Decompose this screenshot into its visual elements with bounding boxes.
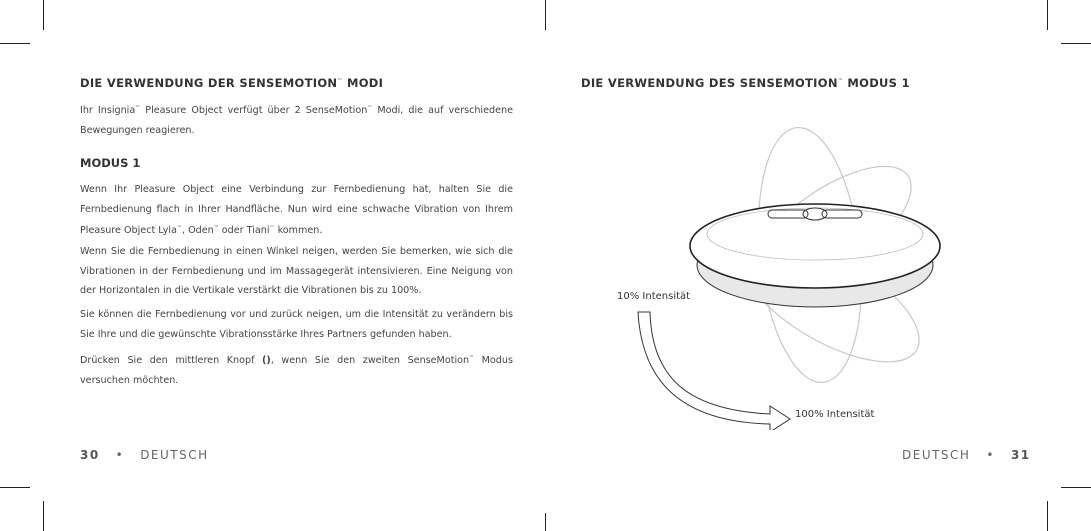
- intensity-arrow: [638, 312, 790, 430]
- paragraph-connect: Wenn Ihr Pleasure Object eine Verbindung zur Fernbedienung hat, halten Sie die Fernbedienung flach in Ihrer Handfläche. Nun wird eine schwache Vibration von Ihrem Pleasure Object Lyla™, Oden™ oder Tiani™ kommen.: [80, 184, 513, 237]
- crop-mark: [1061, 43, 1091, 44]
- crop-mark: [1047, 501, 1048, 531]
- paragraph-adjust: Sie können die Fernbedienung vor und zurück neigen, um die Intensität zu verändern bis Sie Ihre und die gewünschte Vibrationsstärke Ihres Partners gefunden haben.: [80, 309, 513, 340]
- footer-right: DEUTSCH • 31: [902, 448, 1031, 462]
- paragraph-tilt: Wenn Sie die Fernbedienung in einen Winkel neigen, werden Sie bemerken, wie sich die Vibrationen in der Fernbedienung und im Massagegerät intensivieren. Eine Neigung von der Horizontalen in die Vertikale verstärkt die Vibrationen bis zu 100%.: [80, 246, 513, 296]
- crop-mark: [1061, 487, 1091, 488]
- footer-language: DEUTSCH: [902, 448, 971, 462]
- footer-left: 30 • DEUTSCH: [80, 448, 209, 462]
- mode-subheading: MODUS 1: [80, 156, 141, 170]
- crop-mark: [43, 0, 44, 30]
- left-heading: DIE VERWENDUNG DER SENSEMOTION™ MODI: [80, 76, 384, 90]
- right-heading: DIE VERWENDUNG DES SENSEMOTION™ MODUS 1: [581, 76, 910, 90]
- footer-language: DEUTSCH: [140, 448, 209, 462]
- label-low-intensity: 10% Intensität: [617, 291, 691, 302]
- page-number: 31: [1010, 448, 1031, 462]
- crop-mark: [545, 0, 546, 30]
- crop-mark: [0, 487, 30, 488]
- crop-mark: [1047, 0, 1048, 30]
- remote-tilt-illustration: [590, 110, 950, 430]
- remote-body: [690, 204, 940, 288]
- label-high-intensity: 100% Intensität: [795, 409, 875, 420]
- page-number: 30: [80, 448, 100, 462]
- crop-mark: [43, 501, 44, 531]
- center-button-icon: (): [262, 355, 271, 367]
- crop-mark: [0, 43, 30, 44]
- crop-mark: [545, 513, 546, 531]
- paragraph-button: Drücken Sie den mittleren Knopf (), wenn Sie den zweiten SenseMotion™ Modus versuchen möchten.: [80, 355, 513, 386]
- intro-paragraph: Ihr Insignia™ Pleasure Object verfügt über 2 SenseMotion™ Modi, die auf verschiedene Bewegungen reagieren.: [80, 105, 513, 136]
